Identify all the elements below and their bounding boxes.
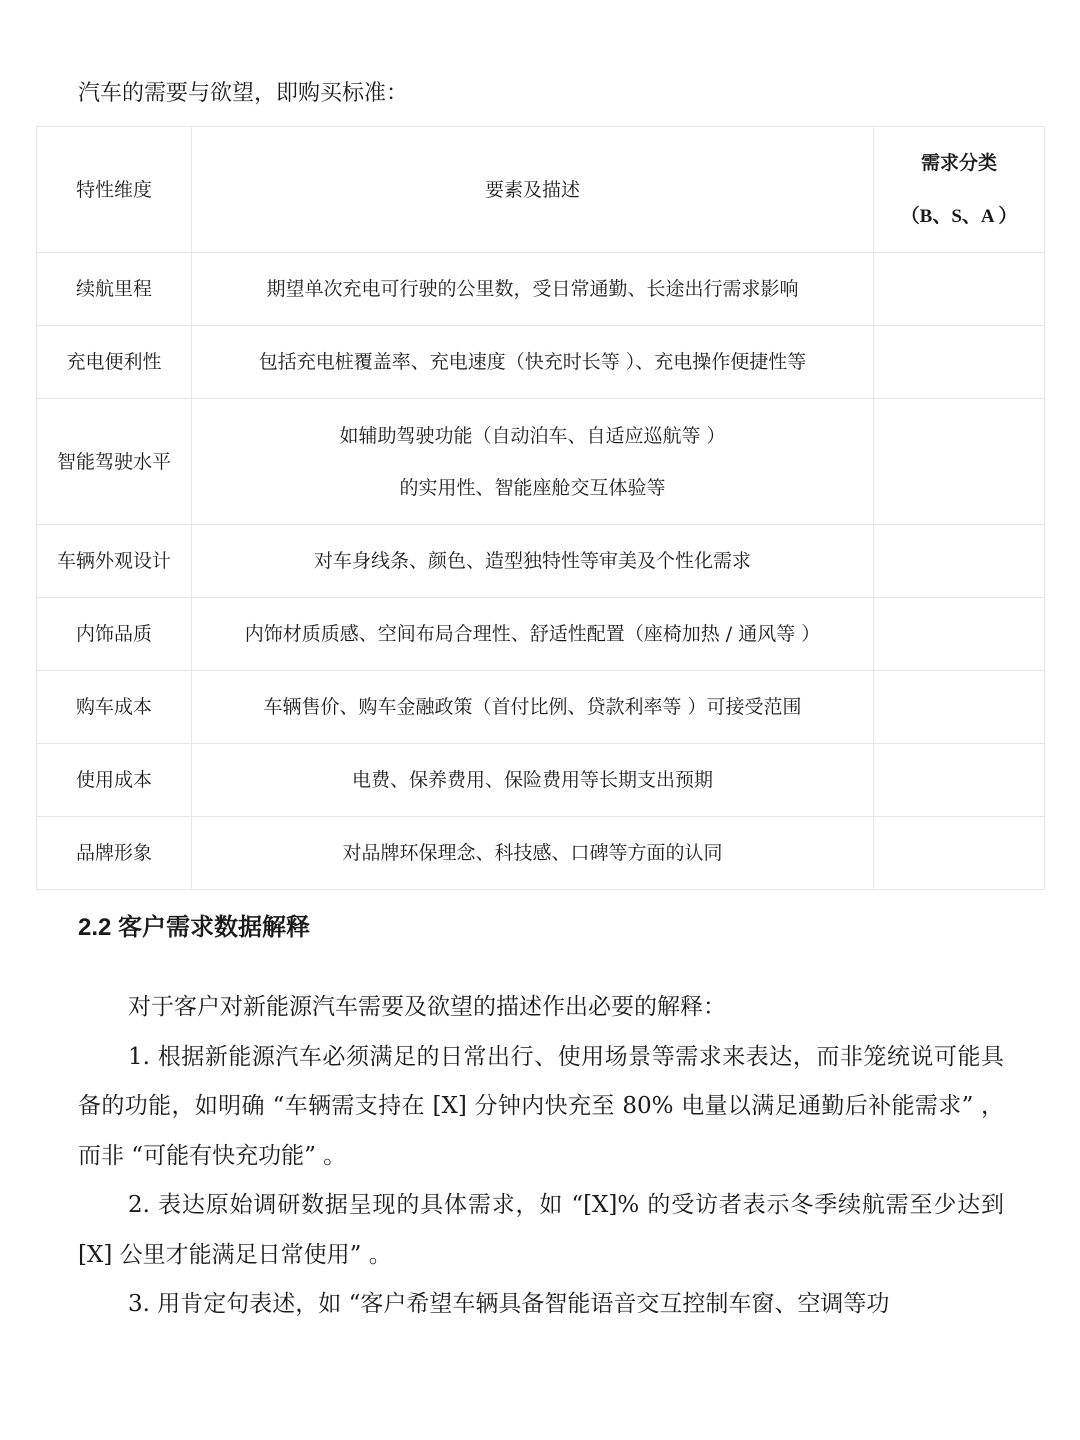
table-row — [37, 744, 1045, 817]
row-category — [874, 525, 1045, 598]
header-dimension: 特性维度 — [37, 127, 192, 253]
row-dimension: 智能驾驶水平 — [37, 399, 192, 525]
paragraph: 3. 用肯定句表述，如 “客户希望车辆具备智能语音交互控制车窗、空调等功 — [128, 1291, 890, 1317]
row-dimension: 内饰品质 — [37, 598, 192, 671]
row-description: 对车身线条、颜色、造型独特性等审美及个性化需求 — [192, 525, 874, 598]
row-category — [874, 326, 1045, 399]
table-row — [37, 525, 1045, 598]
row-description — [192, 399, 874, 525]
header-category — [874, 127, 1045, 253]
row-dimension: 充电便利性 — [37, 326, 192, 399]
row-category — [874, 671, 1045, 744]
row-category — [874, 598, 1045, 671]
table-row — [37, 598, 1045, 671]
purchase-criteria-table — [36, 126, 1045, 890]
section-title: 2.2 客户需求数据解释 — [78, 914, 311, 941]
row-description: 期望单次充电可行驶的公里数，受日常通勤、长途出行需求影响 — [192, 253, 874, 326]
header-category-line2: （B、S、A ） — [900, 205, 1018, 227]
header-category-line1: 需求分类 — [920, 151, 997, 174]
row-category — [874, 817, 1045, 890]
row-dimension: 购车成本 — [37, 671, 192, 744]
section-body — [78, 983, 1004, 1330]
header-description: 要素及描述 — [192, 127, 874, 253]
row-description: 电费、保养费用、保险费用等长期支出预期 — [192, 744, 874, 817]
row-description: 车辆售价、购车金融政策（首付比例、贷款利率等 ）可接受范围 — [192, 671, 874, 744]
row-dimension: 续航里程 — [37, 253, 192, 326]
row-dimension: 使用成本 — [37, 744, 192, 817]
row-description-line: 如辅助驾驶功能（自动泊车、自适应巡航等 ） — [339, 424, 726, 447]
intro-text: 汽车的需要与欲望，即购买标准： — [78, 81, 409, 106]
row-description: 内饰材质质感、空间布局合理性、舒适性配置（座椅加热 / 通风等 ） — [192, 598, 874, 671]
row-dimension: 品牌形象 — [37, 817, 192, 890]
row-description: 包括充电桩覆盖率、充电速度（快充时长等 ）、充电操作便捷性等 — [192, 326, 874, 399]
table-row — [37, 671, 1045, 744]
paragraph: 2. 表达原始调研数据呈现的具体需求，如 “[X]% 的受访者表示冬季续航需至少达到 [X] 公里才能满足日常使用” 。 — [78, 1192, 1004, 1268]
table-row — [37, 326, 1045, 399]
table-header-row — [37, 127, 1045, 253]
row-category — [874, 399, 1045, 525]
row-category — [874, 253, 1045, 326]
table-row — [37, 817, 1045, 890]
row-dimension: 车辆外观设计 — [37, 525, 192, 598]
row-description-line: 的实用性、智能座舱交互体验等 — [399, 476, 666, 499]
paragraph: 1. 根据新能源汽车必须满足的日常出行、使用场景等需求来表达，而非笼统说可能具备的功能，如明确 “车辆需支持在 [X] 分钟内快充至 80% 电量以满足通勤后补能需求” ，而非 “可能有快充功能” 。 — [78, 1043, 1004, 1169]
paragraph: 对于客户对新能源汽车需要及欲望的描述作出必要的解释： — [128, 994, 726, 1020]
row-category — [874, 744, 1045, 817]
table-row — [37, 399, 1045, 525]
table-row — [37, 253, 1045, 326]
row-description: 对品牌环保理念、科技感、口碑等方面的认同 — [192, 817, 874, 890]
